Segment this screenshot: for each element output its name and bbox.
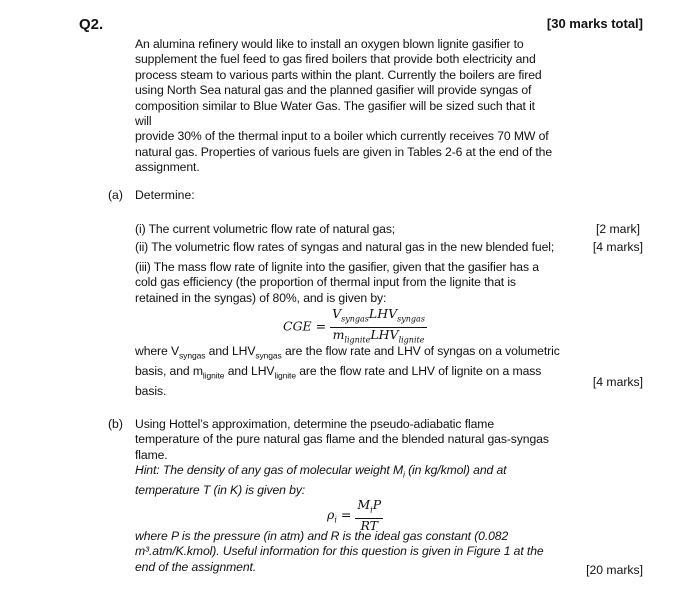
density-denominator: RT bbox=[360, 517, 378, 533]
total-marks: [30 marks total] bbox=[546, 16, 643, 31]
hint-line: Hint: The density of any gas of molecular weight $M_i$ (in kg/kmol) and at bbox=[135, 463, 507, 480]
where-line: where $V_{syngas}$ and $LHV_{syngas}$ are the flow rate and LHV of syngas on a volumetric bbox=[135, 344, 560, 361]
formula-numerator: $V_{syngas}LHV_{syngas}$ bbox=[330, 307, 427, 328]
intro-line: assignment. bbox=[135, 160, 200, 175]
part-a-where bbox=[135, 344, 575, 399]
tail-line: m³.atm/K.kmol). Useful information for this question is given in Figure 1 at the bbox=[135, 544, 544, 559]
part-b-line: flame. bbox=[135, 447, 168, 462]
part-a-item-2-marks: [4 marks] bbox=[592, 240, 643, 254]
item-3-line: cold gas efficiency (the proportion of thermal input from the lignite that is bbox=[135, 275, 516, 290]
where-line: basis. bbox=[135, 383, 167, 398]
intro-line: provide 30% of the thermal input to a boiler which currently receives 70 MW of bbox=[135, 129, 549, 144]
part-b-line: temperature of the pure natural gas flame and the blended natural gas-syngas bbox=[135, 432, 549, 447]
intro-line: process steam to various parts within the plant. Currently the boilers are fired bbox=[135, 67, 542, 82]
item-3-line: retained in the syngas) of 80%, and is given by: bbox=[135, 290, 387, 305]
density-numerator: $M_iP$ bbox=[355, 498, 383, 519]
intro-line: composition similar to Blue Water Gas. The gasifier will be sized such that it will bbox=[135, 98, 535, 129]
formula-fraction bbox=[330, 307, 427, 347]
part-a-item-3-marks: [4 marks] bbox=[592, 375, 643, 389]
formula-denominator: $m_{lignite}LHV_{lignite}$ bbox=[332, 326, 425, 344]
part-b-tail bbox=[135, 529, 565, 575]
formula-lhs: CGE = bbox=[283, 318, 327, 334]
intro-line: An alumina refinery would like to install an oxygen blown lignite gasifier to bbox=[135, 37, 524, 51]
intro-line: using North Sea natural gas and the planned gasifier will provide syngas of bbox=[135, 83, 532, 98]
intro-line: supplement the fuel feed to gas fired boilers that provide both electricity and bbox=[135, 52, 536, 67]
part-a-lead: Determine: bbox=[135, 188, 195, 202]
cge-formula bbox=[283, 307, 427, 347]
item-3-line: (iii) The mass flow rate of lignite into the gasifier, given that the gasifier has a bbox=[135, 260, 539, 274]
hint-line: temperature T (in K) is given by: bbox=[135, 483, 306, 498]
density-fraction bbox=[355, 498, 383, 533]
tail-line: where P is the pressure (in atm) and R is the ideal gas constant (0.082 bbox=[135, 529, 509, 543]
part-a-item-2: (ii) The volumetric flow rates of syngas and natural gas in the new blended fuel; bbox=[135, 240, 555, 254]
where-line: basis, and $m_{lignite}$ and $LHV_{lignite}$ are the flow rate and LHV of lignite on a mass bbox=[135, 363, 542, 381]
part-b-body bbox=[135, 417, 555, 498]
part-a-item-1: (i) The current volumetric flow rate of natural gas; bbox=[135, 222, 396, 236]
tail-line: end of the assignment. bbox=[135, 559, 257, 574]
part-b-label: (b) bbox=[108, 417, 123, 431]
question-number: Q2. bbox=[79, 16, 104, 33]
intro-paragraph bbox=[135, 37, 553, 176]
intro-line: natural gas. Properties of various fuels are given in Tables 2-6 at the end of the bbox=[135, 144, 553, 159]
part-b-line: Using Hottel’s approximation, determine the pseudo-adiabatic flame bbox=[135, 417, 495, 431]
part-b-marks: [20 marks] bbox=[586, 563, 643, 577]
density-formula: $\rho_i$ = $\frac{M_iP}{RT}$ bbox=[327, 497, 382, 533]
part-a-item-1-marks: [2 mark] bbox=[595, 222, 640, 236]
part-a-label: (a) bbox=[108, 188, 123, 202]
part-a-item-3 bbox=[135, 260, 555, 306]
